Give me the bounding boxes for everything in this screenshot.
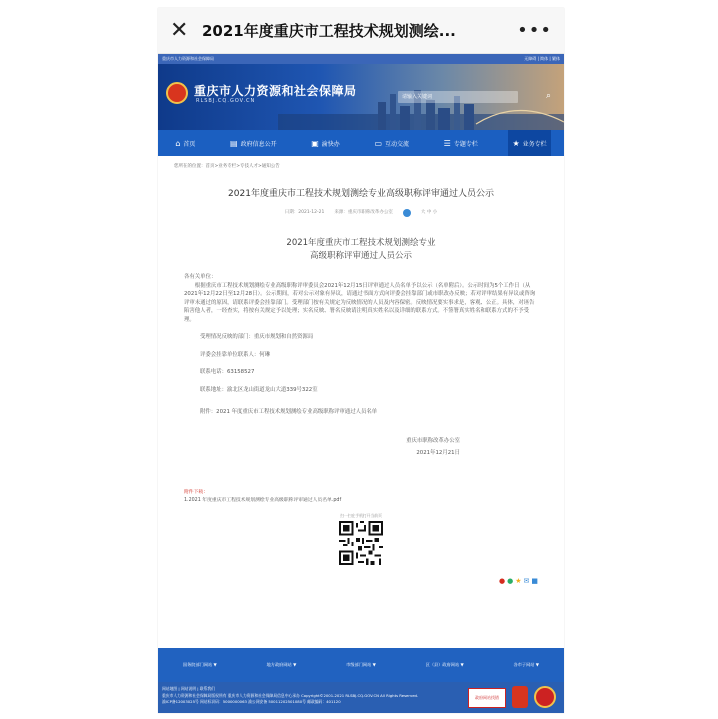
site-domain: RLSBJ.CQ.GOV.CN [196,98,256,104]
wechat-share-icon[interactable] [403,209,411,217]
article-meta [184,209,538,217]
contact-person: 评委会挂靠单位联系人：何琳 [200,351,271,358]
column-icon: ☰ [443,138,451,148]
footer-copyright: 重庆市人力资源和社会保障局版权所有 重庆市人力资源和社会保障局信息中心承办 Copyright©2001-2021 RLSBJ.CQ.GOV.CN All Rights Reserved. [162,692,419,698]
email-icon[interactable]: ✉ [523,576,530,585]
qr-caption: 扫一扫在手机打开当前页 [340,512,382,518]
nav-gov-info[interactable] [226,130,281,156]
service-icon: ▣ [311,138,319,148]
contact-address: 联系地址：渝北区龙山街道龙山大道339号322室 [200,386,318,393]
article-date: 日期：2021-12-21 [284,210,325,215]
sign-date: 2021年12月21日 [416,449,460,456]
signature [184,435,538,459]
footer-link[interactable]: 地方政府网站 ▼ [266,662,297,667]
print-icon[interactable]: ■ [531,576,538,585]
app-bar [158,8,564,54]
site-banner [158,64,564,130]
notice-heading [184,237,538,263]
qr-section [184,513,538,569]
site-name[interactable]: 重庆市人力资源和社会保障局 [194,84,357,98]
qr-code [339,521,383,565]
nav-label: 渝快办 [321,140,340,148]
close-icon[interactable]: ✕ [170,17,189,43]
police-badge[interactable] [534,686,556,708]
nav-label: 互动交流 [385,140,410,148]
notice-heading-line: 2021年度重庆市工程技术规划测绘专业 [286,238,436,248]
phone-webview [158,8,564,713]
star-icon: ★ [512,138,520,148]
notice-body [184,273,538,417]
error-report-badge[interactable]: 政府网站找错 [468,688,506,708]
font-size-controls[interactable]: 大 中 小 [420,210,438,215]
article-title: 2021年度重庆市工程技术规划测绘专业高级职称评审通过人员公示 [228,189,494,199]
footer-nav[interactable]: 网站地图 | 网站说明 | 联系我们 [162,686,215,691]
greeting: 各有关单位： [184,274,217,280]
contact-phone: 联系电话：63158527 [200,369,255,375]
notice-paragraph: 根据重庆市工程技术规划测绘专业高级职称评审委员会2021年12月15日评审通过人员名单予以公示（名单附后）。公示时间为5个工作日（从2021年12月22日至12月28日）。公示期间，若对公示对象有异议，请通过书面方式向评委会挂靠部门或市职改办反映；若对评审结果有异议或咨询评审未通过的原因，请联系评委会挂靠部门。受理部门按有关规定为反映情况的人员及内容保密。反映情况要实事求是，客观、公正。具体，对诬告陷害他人者，一经查实，将按有关规定予以处理；实名反映、署名反映请注明真实姓名以及详细的联系方式。不签署真实姓名和联系方式的不予受理。 [184,282,536,323]
downloads [184,489,538,505]
breadcrumb[interactable]: 您所在的位置：首页>业务专栏>专技人才>通知公告 [174,164,280,169]
footer-link[interactable]: 国务院部门网站 ▼ [182,662,217,667]
gov-site-badge[interactable] [512,686,528,708]
nav-yukuaiban[interactable] [307,130,344,156]
sign-org: 重庆市职称改革办公室 [406,437,460,444]
footer-link[interactable]: 市级部门网站 ▼ [346,662,376,667]
contact-dept: 受理情况反映的部门：重庆市规划和自然资源局 [200,334,314,340]
emblem-logo [166,82,188,104]
search-input[interactable]: 请输入关键词 [398,91,518,103]
nav-interaction[interactable] [370,130,413,156]
accessibility-links[interactable]: 无障碍 | 简体 | 繁体 [524,56,560,61]
wechat-icon[interactable]: ● [507,576,514,585]
chat-icon: ▭ [374,138,382,148]
top-strip-site-name: 重庆市人力资源和社会保障局 [162,56,214,61]
nav-label: 专题专栏 [453,140,478,148]
main-nav [158,130,564,156]
footer-link[interactable]: 区（县）政府网站 ▼ [425,662,464,667]
footer-links [158,648,564,668]
nav-label: 政府信息公开 [240,140,277,148]
search-icon[interactable]: ⌕ [546,91,552,101]
download-label: 附件下载： [184,489,208,495]
qzone-icon[interactable]: ★ [515,576,522,585]
site-top-strip [158,54,564,64]
attachment-note: 附件：2021 年度重庆市工程技术规划测绘专业高级职称评审通过人员名单 [200,409,378,415]
nav-business[interactable] [508,130,550,156]
footer-link[interactable]: 各市子网站 ▼ [513,662,540,667]
weibo-icon[interactable]: ● [499,576,506,585]
site-footer [158,648,564,713]
nav-label: 首页 [183,140,196,148]
nav-topics[interactable] [440,130,482,156]
home-icon: ⌂ [175,138,181,148]
nav-label: 业务专栏 [522,140,547,148]
article [158,186,564,569]
document-icon: ▤ [230,138,238,148]
share-bar [158,577,564,585]
more-icon[interactable]: ••• [517,20,552,41]
page-title: 2021年度重庆市工程技术规划测绘... [202,22,456,40]
download-link[interactable]: 1.2021 年度重庆市工程技术规划测绘专业高级职称评审通过人员名单.pdf [184,497,342,503]
notice-heading-line: 高级职称评审通过人员公示 [309,251,412,261]
article-source: 来源：重庆市职称改革办公室 [334,210,393,215]
footer-icp: 渝ICP备12003025号 网站标识码：5000000063 渝公网安备 50011202501080号 邮政编码：401120 [162,699,341,704]
footer-info [158,682,564,713]
nav-home[interactable] [171,130,199,156]
